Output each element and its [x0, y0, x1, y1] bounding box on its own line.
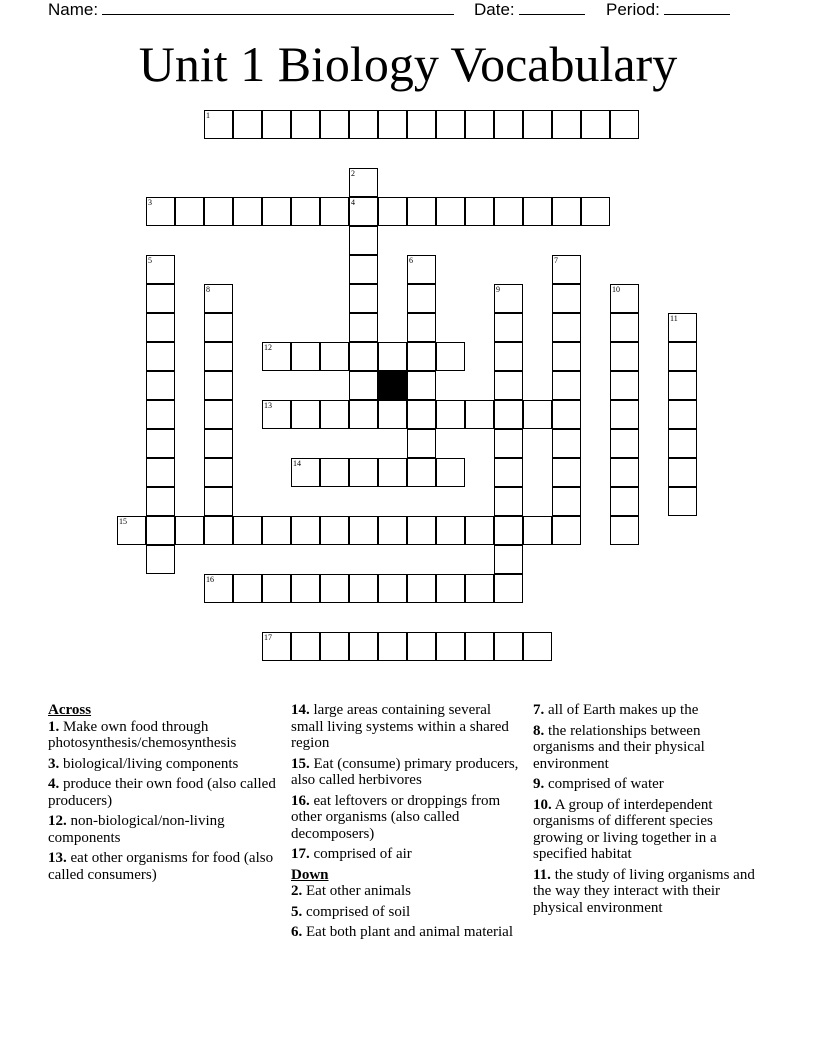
clue-text: the relationships between organisms and their physical environment [533, 722, 705, 772]
down-heading: Down [291, 866, 329, 883]
crossword-cell[interactable] [494, 487, 523, 516]
crossword-cell[interactable] [204, 110, 233, 139]
period-label: Period: [606, 0, 660, 19]
crossword-cell[interactable] [349, 197, 378, 226]
page-title: Unit 1 Biology Vocabulary [138, 36, 678, 92]
clue-number: 13. [48, 850, 67, 866]
crossword-cell[interactable] [320, 632, 349, 661]
crossword-cell[interactable] [610, 516, 639, 545]
crossword-cell[interactable] [378, 400, 407, 429]
crossword-cell[interactable] [320, 342, 349, 371]
crossword-cell[interactable] [117, 516, 146, 545]
crossword-cell[interactable] [668, 458, 697, 487]
crossword-cell[interactable] [552, 197, 581, 226]
crossword-cell[interactable] [465, 632, 494, 661]
crossword-cell[interactable] [552, 371, 581, 400]
clue-number: 10. [533, 796, 552, 813]
crossword-cell[interactable] [465, 400, 494, 429]
crossword-cell[interactable] [233, 197, 262, 226]
crossword-cell[interactable] [204, 371, 233, 400]
crossword-cell[interactable] [349, 313, 378, 342]
crossword-cell[interactable] [552, 400, 581, 429]
crossword-cell[interactable] [146, 458, 175, 487]
crossword-cell[interactable] [552, 487, 581, 516]
crossword-cell[interactable] [610, 313, 639, 342]
crossword-cell[interactable] [610, 429, 639, 458]
crossword-cell[interactable] [146, 371, 175, 400]
crossword-cell[interactable] [349, 632, 378, 661]
cell-number: 14 [293, 459, 301, 468]
crossword-cell[interactable] [320, 458, 349, 487]
date-label: Date: [474, 0, 515, 19]
crossword-cell[interactable] [146, 429, 175, 458]
clue-across-14 [291, 702, 526, 752]
clue-text: Make own food through photosynthesis/chemosynthesis [48, 718, 237, 751]
crossword-cell[interactable] [378, 458, 407, 487]
clue-number: 7. [533, 702, 545, 718]
crossword-cell[interactable] [291, 197, 320, 226]
crossword-cell[interactable] [407, 574, 436, 603]
crossword-cell[interactable] [262, 342, 291, 371]
clue-text: Eat both plant and animal material [306, 924, 514, 940]
cell-number: 16 [206, 575, 214, 584]
crossword-cell[interactable] [552, 458, 581, 487]
crossword-cell[interactable] [349, 400, 378, 429]
crossword-cell[interactable] [233, 516, 262, 545]
crossword-cell[interactable] [204, 197, 233, 226]
crossword-cell[interactable] [436, 342, 465, 371]
across-heading: Across [48, 702, 92, 718]
clue-text: Eat other animals [306, 883, 411, 899]
crossword-cell[interactable] [407, 197, 436, 226]
crossword-cell[interactable] [262, 574, 291, 603]
clue-number: 17. [291, 846, 310, 862]
crossword-cell[interactable] [523, 632, 552, 661]
clue-down-11 [533, 867, 763, 917]
crossword-cell[interactable] [349, 458, 378, 487]
crossword-cell[interactable] [320, 110, 349, 139]
cell-number: 12 [264, 343, 272, 352]
crossword-cell[interactable] [204, 400, 233, 429]
crossword-cell[interactable] [465, 516, 494, 545]
crossword-cell[interactable] [552, 342, 581, 371]
crossword-cell[interactable] [349, 574, 378, 603]
cell-number: 3 [148, 198, 152, 207]
crossword-cell[interactable] [436, 458, 465, 487]
crossword-cell[interactable] [349, 516, 378, 545]
crossword-cell[interactable] [407, 284, 436, 313]
crossword-cell[interactable] [204, 313, 233, 342]
clue-across-4 [48, 776, 280, 809]
crossword-cell[interactable] [378, 516, 407, 545]
clue-text: biological/living components [63, 755, 239, 772]
crossword-cell[interactable] [436, 516, 465, 545]
crossword-cell[interactable] [407, 400, 436, 429]
clue-down-5 [291, 904, 526, 921]
clue-down-10 [533, 797, 763, 863]
crossword-cell[interactable] [436, 632, 465, 661]
clue-text: comprised of air [313, 846, 412, 862]
crossword-cell[interactable] [349, 284, 378, 313]
crossword-cell[interactable] [175, 516, 204, 545]
crossword-cell[interactable] [552, 429, 581, 458]
crossword-cell[interactable] [552, 313, 581, 342]
cell-number: 11 [670, 314, 678, 323]
crossword-cell[interactable] [494, 516, 523, 545]
clue-across-1 [48, 719, 280, 752]
clue-column-3 [533, 702, 763, 920]
crossword-cell[interactable] [523, 110, 552, 139]
crossword-cell[interactable] [291, 110, 320, 139]
clue-across-17 [291, 846, 526, 863]
crossword-cell[interactable] [291, 458, 320, 487]
clue-text: the study of living organisms and the way they interact with their physical environment [533, 866, 755, 916]
crossword-cell[interactable] [436, 110, 465, 139]
crossword-cell[interactable] [146, 255, 175, 284]
crossword-cell[interactable] [523, 400, 552, 429]
crossword-cell[interactable] [494, 371, 523, 400]
crossword-cell[interactable] [320, 516, 349, 545]
crossword-cell[interactable] [407, 110, 436, 139]
clue-number: 1. [48, 718, 60, 735]
clue-text: comprised of water [548, 776, 664, 792]
crossword-cell[interactable] [291, 516, 320, 545]
clue-number: 11. [533, 866, 551, 883]
crossword-cell[interactable] [204, 516, 233, 545]
cell-number: 13 [264, 401, 272, 410]
crossword-cell[interactable] [146, 545, 175, 574]
clue-text: A group of interdependent organisms of different species growing or living together in a specified habitat [533, 796, 717, 862]
crossword-cell[interactable] [146, 487, 175, 516]
clue-number: 8. [533, 722, 545, 739]
crossword-cell[interactable] [668, 342, 697, 371]
crossword-cell[interactable] [320, 574, 349, 603]
crossword-cell[interactable] [668, 371, 697, 400]
crossword-cell[interactable] [610, 458, 639, 487]
crossword-cell[interactable] [465, 197, 494, 226]
crossword-cell[interactable] [349, 371, 378, 400]
crossword-cell[interactable] [146, 197, 175, 226]
crossword-cell[interactable] [378, 574, 407, 603]
crossword-cell[interactable] [523, 197, 552, 226]
crossword-cell[interactable] [494, 458, 523, 487]
clue-text: large areas containing several small living systems within a shared region [291, 702, 509, 751]
crossword-cell[interactable] [610, 487, 639, 516]
crossword-cell[interactable] [407, 342, 436, 371]
crossword-cell[interactable] [581, 197, 610, 226]
crossword-cell[interactable] [494, 342, 523, 371]
cell-number: 17 [264, 633, 272, 642]
clue-text: non-biological/non-living components [48, 813, 225, 846]
crossword-cell[interactable] [407, 371, 436, 400]
crossword-cell[interactable] [204, 429, 233, 458]
clue-across-16 [291, 793, 526, 843]
crossword-cell[interactable] [349, 226, 378, 255]
crossword-cell[interactable] [262, 110, 291, 139]
clue-number: 4. [48, 776, 60, 792]
clue-number: 16. [291, 792, 310, 809]
clue-across-15 [291, 756, 526, 789]
crossword-cell[interactable] [494, 429, 523, 458]
clue-number: 14. [291, 702, 310, 718]
crossword-cell[interactable] [668, 400, 697, 429]
crossword-cell[interactable] [146, 400, 175, 429]
crossword-cell[interactable] [291, 632, 320, 661]
crossword-black-cell [378, 371, 407, 400]
cell-number: 1 [206, 111, 210, 120]
crossword-cell[interactable] [494, 545, 523, 574]
cell-number: 10 [612, 285, 620, 294]
crossword-cell[interactable] [320, 197, 349, 226]
clue-down-9 [533, 776, 763, 793]
crossword-cell[interactable] [552, 284, 581, 313]
crossword-cell[interactable] [436, 400, 465, 429]
crossword-cell[interactable] [349, 110, 378, 139]
clue-text: all of Earth makes up the [548, 702, 699, 718]
name-label: Name: [48, 0, 99, 19]
crossword-cell[interactable] [465, 110, 494, 139]
clue-across-13 [48, 850, 280, 883]
crossword-cell[interactable] [668, 429, 697, 458]
crossword-cell[interactable] [407, 313, 436, 342]
crossword-cell[interactable] [465, 574, 494, 603]
crossword-cell[interactable] [204, 284, 233, 313]
cell-number: 2 [351, 169, 355, 178]
clue-down-7 [533, 702, 763, 719]
clue-number: 3. [48, 755, 60, 772]
crossword-cell[interactable] [378, 197, 407, 226]
crossword-cell[interactable] [610, 400, 639, 429]
clue-text: eat other organisms for food (also called consumers) [48, 850, 274, 883]
clue-text: eat leftovers or droppings from other organisms (also called decomposers) [291, 792, 501, 842]
crossword-cell[interactable] [436, 197, 465, 226]
crossword-cell[interactable] [378, 110, 407, 139]
crossword-cell[interactable] [494, 400, 523, 429]
clue-number: 9. [533, 776, 545, 792]
crossword-cell[interactable] [436, 574, 465, 603]
crossword-cell[interactable] [204, 487, 233, 516]
clue-text: comprised of soil [306, 903, 411, 920]
crossword-cell[interactable] [204, 342, 233, 371]
cell-number: 7 [554, 256, 558, 265]
crossword-cell[interactable] [523, 516, 552, 545]
crossword-cell[interactable] [494, 632, 523, 661]
crossword-cell[interactable] [146, 284, 175, 313]
crossword-cell[interactable] [610, 371, 639, 400]
cell-number: 15 [119, 517, 127, 526]
clue-number: 15. [291, 755, 310, 772]
clue-number: 6. [291, 924, 303, 940]
clue-across-12 [48, 813, 280, 846]
crossword-cell[interactable] [146, 516, 175, 545]
crossword-cell[interactable] [262, 632, 291, 661]
crossword-cell[interactable] [494, 197, 523, 226]
crossword-cell[interactable] [552, 255, 581, 284]
crossword-cell[interactable] [349, 255, 378, 284]
crossword-cell[interactable] [581, 110, 610, 139]
crossword-cell[interactable] [494, 313, 523, 342]
crossword-cell[interactable] [668, 487, 697, 516]
crossword-cell[interactable] [407, 458, 436, 487]
clue-down-2 [291, 883, 526, 900]
crossword-cell[interactable] [349, 168, 378, 197]
clue-number: 2. [291, 883, 303, 899]
crossword-cell[interactable] [494, 284, 523, 313]
crossword-cell[interactable] [407, 429, 436, 458]
clue-column-2 [291, 702, 526, 945]
crossword-cell[interactable] [494, 110, 523, 139]
crossword-cell[interactable] [610, 110, 639, 139]
crossword-cell[interactable] [204, 574, 233, 603]
crossword-cell[interactable] [552, 516, 581, 545]
crossword-cell[interactable] [407, 516, 436, 545]
clue-down-6 [291, 924, 526, 941]
crossword-cell[interactable] [262, 516, 291, 545]
crossword-cell[interactable] [378, 632, 407, 661]
crossword-cell[interactable] [175, 197, 204, 226]
crossword-cell[interactable] [378, 342, 407, 371]
cell-number: 8 [206, 285, 210, 294]
crossword-cell[interactable] [552, 110, 581, 139]
crossword-cell[interactable] [668, 313, 697, 342]
cell-number: 5 [148, 256, 152, 265]
crossword-cell[interactable] [291, 400, 320, 429]
crossword-cell[interactable] [291, 342, 320, 371]
crossword-cell[interactable] [407, 632, 436, 661]
clue-across-3 [48, 756, 280, 773]
clue-column-1 [48, 702, 280, 887]
cell-number: 9 [496, 285, 500, 294]
clue-number: 5. [291, 903, 303, 920]
clue-text: produce their own food (also called producers) [48, 776, 276, 809]
crossword-cell[interactable] [204, 458, 233, 487]
crossword-cell[interactable] [146, 342, 175, 371]
cell-number: 6 [409, 256, 413, 265]
crossword-cell[interactable] [320, 400, 349, 429]
clue-down-8 [533, 723, 763, 773]
crossword-cell[interactable] [610, 342, 639, 371]
cell-number: 4 [351, 198, 355, 207]
crossword-cell[interactable] [291, 574, 320, 603]
clue-number: 12. [48, 813, 67, 829]
crossword-cell[interactable] [262, 197, 291, 226]
crossword-cell[interactable] [349, 342, 378, 371]
crossword-cell[interactable] [146, 313, 175, 342]
crossword-cell[interactable] [494, 574, 523, 603]
clue-text: Eat (consume) primary producers, also called herbivores [291, 755, 519, 788]
crossword-cell[interactable] [233, 574, 262, 603]
crossword-cell[interactable] [262, 400, 291, 429]
crossword-cell[interactable] [610, 284, 639, 313]
crossword-cell[interactable] [407, 255, 436, 284]
crossword-cell[interactable] [233, 110, 262, 139]
